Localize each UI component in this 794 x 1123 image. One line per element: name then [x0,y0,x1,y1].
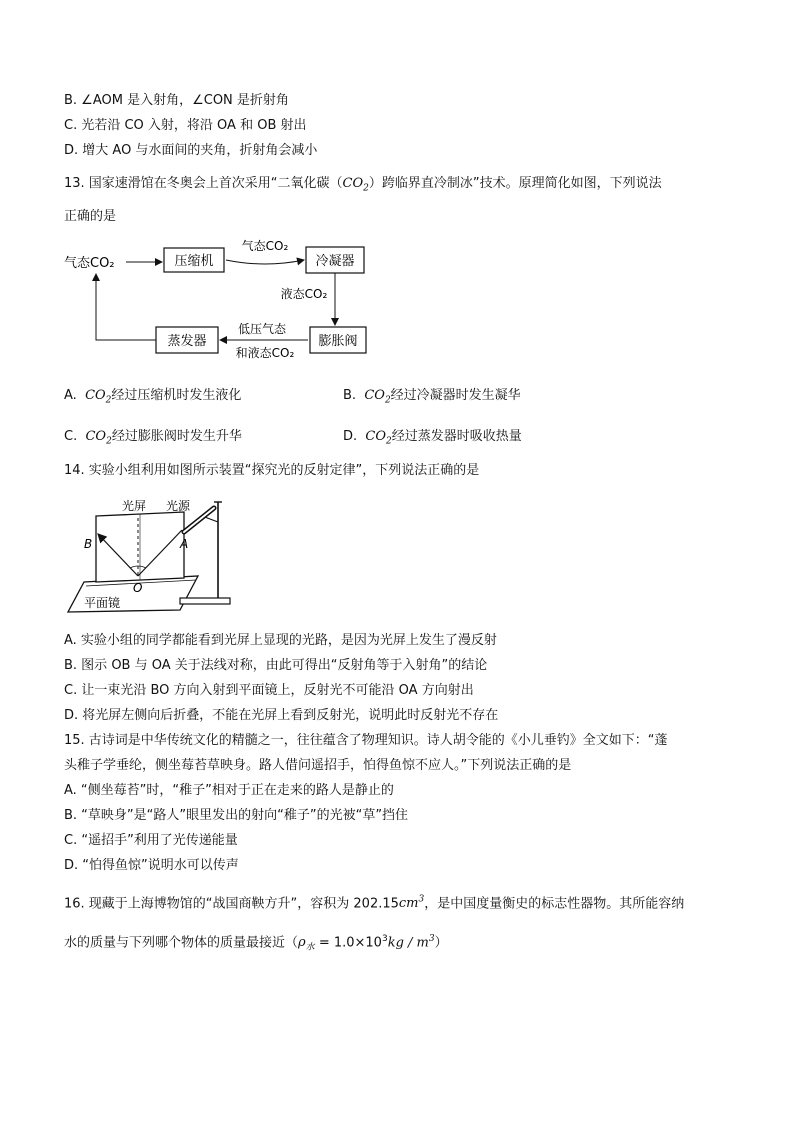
q13-option-a: A. $CO_2$经过压缩机时发生液化 [64,388,242,406]
diagram-expansion: 膨胀阀 [318,334,358,349]
water-density-formula: $\rho_水$ [298,935,315,953]
q16-stem-part-b: ，是中国度量衡史的标志性器物。其所能容纳 [424,896,685,912]
label-b: B [84,537,93,551]
volume-unit: $cm^3$ [398,895,425,912]
diagram-gas-left: 气态CO₂ [64,256,115,271]
q15-option-a: A. “侧坐莓苔”时，“稚子”相对于正在走来的路人是静止的 [64,783,394,798]
q13-option-c: C. $CO_2$经过膨胀阀时发生升华 [64,429,242,447]
co2-formula: $CO_2$ [365,429,392,447]
co2-formula: $CO_2$ [364,388,391,406]
q15-option-d: D. “怕得鱼惊”说明水可以传声 [64,858,239,873]
q16-stem-part-a: 16. 现藏于上海博物馆的“战国商鞅方升”，容积为 202.15 [64,896,399,912]
q14-option-d: D. 将光屏左侧向后折叠，不能在光屏上看到反射光，说明此时反射光不存在 [64,708,499,723]
co2-formula: $CO_2$ [85,429,112,447]
label-a: A [180,537,189,551]
q16-stem [64,891,684,913]
diagram-liquid: 液态CO₂ [280,287,328,301]
diagram-low-pressure-1: 低压气态 [237,322,287,336]
q13-stem-line2: 正确的是 [64,209,117,224]
label-o: O [133,581,143,595]
q14-option-a: A. 实验小组的同学都能看到光屏上显现的光路，是因为光屏上发生了漫反射 [64,633,497,648]
label-screen: 光屏 [122,499,147,513]
diagram-gas-top: 气态CO₂ [241,239,289,253]
diagram-compressor: 压缩机 [174,254,214,269]
q14-option-c: C. 让一束光沿 BO 方向入射到平面镜上，反射光不可能沿 OA 方向射出 [64,683,474,698]
q13-option-b: B. $CO_2$经过冷凝器时发生凝华 [343,388,521,406]
q13-option-d: D. $CO_2$经过蒸发器时吸收热量 [343,429,522,447]
q15-stem-line2: 头稚子学垂纶，侧坐莓苔草映身。路人借问遥招手，怕得鱼惊不应人。”下列说法正确的是 [64,758,572,773]
q15-option-c: C. “遥招手”利用了光传递能量 [64,833,238,848]
q13-stem-part-b: ）跨临界直冷制冰”技术。原理简化如图，下列说法 [368,176,662,191]
q14-stem: 14. 实验小组利用如图所示装置“探究光的反射定律”，下列说法正确的是 [64,463,480,478]
q16-stem-line2-a: 水的质量与下列哪个物体的质量最接近（ [64,935,299,951]
label-source: 光源 [166,499,191,513]
diagram-evaporator: 蒸发器 [167,334,207,349]
q12-option-c: C. 光若沿 CO 入射，将沿 OA 和 OB 射出 [64,118,307,133]
label-mirror: 平面镜 [84,596,121,610]
q13-stem-part-a: 13. 国家速滑馆在冬奥会上首次采用“二氧化碳（ [64,176,343,191]
diagram-condenser: 冷凝器 [315,254,355,269]
q12-option-b: B. ∠AOM 是入射角，∠CON 是折射角 [64,93,289,108]
q15-stem-line1: 15. 古诗词是中华传统文化的精髓之一，往往蕴含了物理知识。诗人胡令能的《小儿垂钓》全文如下：“蓬 [64,733,668,748]
co2-formula: $CO_2$ [342,176,369,194]
diagram-low-pressure-2: 和液态CO₂ [235,346,295,360]
q12-option-d: D. 增大 AO 与水面间的夹角，折射角会减小 [64,143,318,158]
co2-cycle-diagram [60,232,380,368]
q14-option-b: B. 图示 OB 与 OA 关于法线对称，由此可得出“反射角等于入射角”的结论 [64,658,488,673]
co2-formula: $CO_2$ [85,388,112,406]
q13-stem [64,175,662,198]
q15-option-b: B. “草映身”是“路人”眼里发出的射向“稚子”的光被“草”挡住 [64,808,409,823]
q16-stem-line2-b: ） [434,935,448,951]
reflection-apparatus-figure [62,494,242,616]
q16-stem-line2: 水的质量与下列哪个物体的质量最接近$(\rho_水 = 1.0\times 10^3kg / m^3)$ [64,934,448,953]
